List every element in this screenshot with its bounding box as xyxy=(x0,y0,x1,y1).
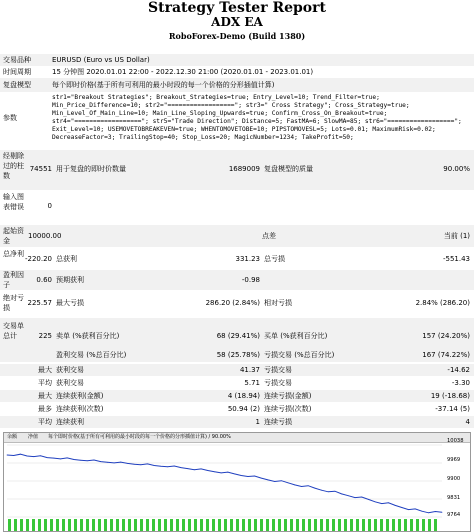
balance-chart-svg xyxy=(4,433,470,531)
largest-prefix: 最大 xyxy=(38,366,52,374)
balance-point xyxy=(154,465,155,466)
balance-point xyxy=(60,459,61,460)
server-name: RoboForex-Demo (Build 1380) xyxy=(168,31,306,41)
volume-bar xyxy=(338,519,341,531)
volume-bar xyxy=(212,519,215,531)
y-tick-label: 9900 xyxy=(447,476,461,482)
profitfactor-value: 0.60 xyxy=(36,276,52,284)
balance-point xyxy=(274,481,275,482)
volume-bar xyxy=(398,519,401,531)
balance-point xyxy=(415,508,416,509)
volume-bar xyxy=(26,519,29,531)
balance-point xyxy=(127,463,128,464)
volume-bar xyxy=(302,519,305,531)
spread-label: 点差 xyxy=(262,232,276,240)
balance-point xyxy=(167,466,168,467)
volume-bar xyxy=(152,519,155,531)
ticks-label: 用于复盘的即时价数量 xyxy=(56,165,126,173)
drawdown-abs-value: 225.57 xyxy=(27,299,52,307)
netprofit-value: -220.20 xyxy=(24,255,52,263)
short-positions-label: 卖单 (%获利百分比) xyxy=(56,332,120,340)
balance-point xyxy=(100,461,101,462)
long-positions-value: 157 (24.20%) xyxy=(422,332,470,340)
max-consec2-win-label: 连续获利(次数) xyxy=(56,405,104,413)
average-win-label: 获利交易 xyxy=(56,379,84,387)
volume-bar xyxy=(188,519,191,531)
volume-bar xyxy=(164,519,167,531)
volume-bar xyxy=(176,519,179,531)
rel-drawdown-label: 相对亏损 xyxy=(264,299,292,307)
volume-bar xyxy=(92,519,95,531)
loss-trades-label: 亏损交易 (%总百分比) xyxy=(264,351,335,359)
balance-point xyxy=(355,497,356,498)
model-value: 每个即时价格(基于所有可利用的最小时段的每一个价格的分形插值计算) xyxy=(52,81,275,89)
volume-bar xyxy=(80,519,83,531)
balance-point xyxy=(361,497,362,498)
balance-point xyxy=(13,455,14,456)
max-consec-win-label: 连续获利(金额) xyxy=(56,392,104,400)
volume-bar xyxy=(320,519,323,531)
balance-point xyxy=(27,456,28,457)
balance-point xyxy=(140,464,141,465)
balance-point xyxy=(288,482,289,483)
volume-bar xyxy=(410,519,413,531)
balance-point xyxy=(47,457,48,458)
volume-bar xyxy=(248,519,251,531)
rel-drawdown-value: 2.84% (286.20) xyxy=(415,299,470,307)
volume-bar xyxy=(356,519,359,531)
volume-bar xyxy=(200,519,203,531)
balance-point xyxy=(301,486,302,487)
volume-bar xyxy=(392,519,395,531)
balance-point xyxy=(161,466,162,467)
profit-trades-label: 盈利交易 (%总百分比) xyxy=(56,351,127,359)
balance-point xyxy=(254,476,255,477)
average-prefix: 平均 xyxy=(38,379,52,387)
drawdown-abs-label: 绝对亏损 xyxy=(3,294,24,312)
bars-value: 74551 xyxy=(29,165,52,173)
balance-point xyxy=(388,502,389,503)
volume-bar xyxy=(344,519,347,531)
largest-win-value: 41.37 xyxy=(239,366,260,374)
expected-payoff-value: -0.98 xyxy=(241,276,260,284)
balance-point xyxy=(335,491,336,492)
errors-value: 0 xyxy=(47,202,52,210)
average-row xyxy=(0,377,474,389)
y-tick-label: 9764 xyxy=(447,512,461,518)
balance-point xyxy=(234,474,235,475)
volume-bar xyxy=(56,519,59,531)
volume-bar xyxy=(332,519,335,531)
balance-point xyxy=(248,476,249,477)
average-win-value: 5.71 xyxy=(244,379,260,387)
volume-bar xyxy=(230,519,233,531)
balance-point xyxy=(268,480,269,481)
balance-point xyxy=(94,460,95,461)
balance-point xyxy=(194,469,195,470)
volume-bar xyxy=(266,519,269,531)
symbol-value: EURUSD (Euro vs US Dollar) xyxy=(52,56,150,64)
volume-bar xyxy=(242,519,245,531)
volume-bar xyxy=(422,519,425,531)
volume-bar xyxy=(290,519,293,531)
balance-point xyxy=(314,488,315,489)
balance-point xyxy=(227,472,228,473)
balance-point xyxy=(207,470,208,471)
volume-bar xyxy=(272,519,275,531)
balance-point xyxy=(107,462,108,463)
largest-row xyxy=(0,364,474,376)
profit-trades-value: 58 (25.78%) xyxy=(216,351,260,359)
volume-bar xyxy=(380,519,383,531)
legend-model: 每个即时价格(基于所有可利用的最小时段的每一个价格的分形插值计算) / 90.00% xyxy=(48,434,231,440)
volume-bar xyxy=(434,519,437,531)
volume-bar xyxy=(8,519,11,531)
volume-bar xyxy=(236,519,239,531)
volume-bar xyxy=(116,519,119,531)
avg-consec-row xyxy=(0,416,474,428)
volume-bar xyxy=(170,519,173,531)
balance-point xyxy=(401,507,402,508)
balance-point xyxy=(281,480,282,481)
errors-row xyxy=(0,192,474,222)
volume-bar xyxy=(374,519,377,531)
profitfactor-label: 盈利因子 xyxy=(3,271,24,289)
expected-payoff-label: 预期获利 xyxy=(56,276,84,284)
gross-profit-value: 331.23 xyxy=(235,255,260,263)
largest-loss-label: 亏损交易 xyxy=(264,366,292,374)
volume-bar xyxy=(206,519,209,531)
max-consec-loss-label: 连续亏损(金额) xyxy=(264,392,312,400)
average-loss-value: -3.30 xyxy=(451,379,470,387)
volume-bar xyxy=(86,519,89,531)
legend-balance: 余额 xyxy=(7,434,18,440)
max-consec-prefix: 最大 xyxy=(38,392,52,400)
balance-point xyxy=(395,505,396,506)
max-consec2-win-value: 50.94 (2) xyxy=(227,405,260,413)
volume-bar xyxy=(122,519,125,531)
balance-point xyxy=(74,459,75,460)
volume-bar xyxy=(296,519,299,531)
volume-bar xyxy=(62,519,65,531)
bars-label: 经剔除过的柱数 xyxy=(3,152,24,180)
spread-value: 当前 (1) xyxy=(443,232,470,240)
largest-win-label: 获利交易 xyxy=(56,366,84,374)
volume-bar xyxy=(134,519,137,531)
volume-bar xyxy=(386,519,389,531)
max-consec-win-value: 4 (18.94) xyxy=(227,392,260,400)
volume-bar xyxy=(74,519,77,531)
balance-point xyxy=(87,460,88,461)
y-tick-label: 10038 xyxy=(447,438,464,444)
balance-point xyxy=(261,478,262,479)
volume-bar xyxy=(194,519,197,531)
volume-bar xyxy=(404,519,407,531)
avg-consec-loss-value: 4 xyxy=(465,418,470,426)
quality-value: 90.00% xyxy=(443,165,470,173)
balance-chart xyxy=(3,432,471,532)
volume-bar xyxy=(218,519,221,531)
report-title: Strategy Tester Report xyxy=(148,0,326,16)
volume-bar xyxy=(326,519,329,531)
balance-point xyxy=(114,462,115,463)
balance-point xyxy=(348,495,349,496)
max-drawdown-label: 最大亏损 xyxy=(56,299,84,307)
balance-point xyxy=(442,512,443,513)
balance-point xyxy=(221,472,222,473)
bars-row xyxy=(0,150,474,190)
params-value: str1="Breakout Strategies"; Breakout_Strategies=true; Entry_Level=10; Trend_Filter=true; Min_Price_Difference=10; str2="=================="; str3=" Cross Strategy"; Cross_Strategy=true; Min_Level_Of_Main_Line=10; Main_Line_Sloping_Upwards=true; Confirm_Cross_On_Breakout=true; str4="=================="; str5="Trade Direction"; Distance=5; FastMA=6; SlowMA=85; str6="=================="; Exit_Level=10; USEMOVETOBREAKEVEN=true; WHENTOMOVETOBE=10; PIPSTOMOVESL=5; Lots=0.01; MaximumRisk=0.02; DecreaseFactor=3; TrailingStop=40; Stop_Loss=20; MagicNumber=1234; TakeProfit=50; xyxy=(52,94,462,141)
largest-loss-value: -14.62 xyxy=(447,366,470,374)
volume-bar xyxy=(110,519,113,531)
trades-label: 交易单总计 xyxy=(3,322,24,340)
volume-bar xyxy=(260,519,263,531)
legend-equity: 净值 xyxy=(28,434,39,440)
balance-point xyxy=(328,491,329,492)
symbol-label: 交易品种 xyxy=(3,56,31,64)
max-drawdown-value: 286.20 (2.84%) xyxy=(205,299,260,307)
balance-point xyxy=(20,454,21,455)
volume-bar xyxy=(314,519,317,531)
ticks-value: 1689009 xyxy=(228,165,260,173)
volume-bar xyxy=(104,519,107,531)
params-label: 参数 xyxy=(3,114,17,122)
avg-consec-win-label: 连续获利 xyxy=(56,418,84,426)
balance-point xyxy=(375,501,376,502)
volume-bar xyxy=(14,519,17,531)
volume-bar xyxy=(368,519,371,531)
win-loss-row xyxy=(0,350,474,362)
netprofit-row xyxy=(0,249,474,269)
drawdown-row xyxy=(0,292,474,314)
volume-bar xyxy=(44,519,47,531)
balance-point xyxy=(201,469,202,470)
volume-bar xyxy=(146,519,149,531)
gross-profit-label: 总获利 xyxy=(56,255,77,263)
loss-trades-value: 167 (74.22%) xyxy=(422,351,470,359)
volume-bar xyxy=(140,519,143,531)
deposit-label: 起始资金 xyxy=(3,227,24,245)
volume-bar xyxy=(224,519,227,531)
deposit-value: 10000.00 xyxy=(28,232,62,240)
avg-consec-win-value: 1 xyxy=(255,418,260,426)
period-label: 时间周期 xyxy=(3,68,31,76)
max-consec-loss-value: 19 (-18.68) xyxy=(430,392,470,400)
errors-label: 输入图表错误 xyxy=(3,193,24,211)
long-positions-label: 买单 (%获利百分比) xyxy=(264,332,328,340)
balance-point xyxy=(308,485,309,486)
balance-point xyxy=(187,468,188,469)
symbol-row xyxy=(0,54,474,66)
short-positions-value: 68 (29.41%) xyxy=(216,332,260,340)
max-consec2-row xyxy=(0,403,474,415)
volume-bar xyxy=(32,519,35,531)
model-label: 复盘模型 xyxy=(3,81,31,89)
volume-bar xyxy=(128,519,131,531)
balance-point xyxy=(181,467,182,468)
balance-point xyxy=(341,493,342,494)
volume-bar xyxy=(98,519,101,531)
average-loss-label: 亏损交易 xyxy=(264,379,292,387)
volume-bar xyxy=(182,519,185,531)
balance-point xyxy=(80,460,81,461)
quality-label: 复盘模型的质量 xyxy=(264,165,313,173)
volume-bar xyxy=(68,519,71,531)
balance-point xyxy=(241,475,242,476)
max-consec-row xyxy=(0,390,474,402)
max-consec2-loss-value: -37.14 (5) xyxy=(435,405,470,413)
model-row xyxy=(0,78,474,92)
balance-point xyxy=(381,503,382,504)
balance-point xyxy=(7,455,8,456)
balance-point xyxy=(214,471,215,472)
volume-bar xyxy=(278,519,281,531)
volume-bar xyxy=(284,519,287,531)
balance-point xyxy=(120,462,121,463)
balance-point xyxy=(321,490,322,491)
balance-point xyxy=(174,466,175,467)
period-value: 15 分钟图 2020.01.01 22:00 - 2022.12.30 21:00 (2020.01.01 - 2023.01.01) xyxy=(52,68,314,76)
volume-bar xyxy=(350,519,353,531)
balance-point xyxy=(435,511,436,512)
max-consec2-prefix: 最多 xyxy=(38,405,52,413)
avg-consec-loss-label: 连续亏损 xyxy=(264,418,292,426)
y-tick-label: 9969 xyxy=(447,457,461,463)
balance-point xyxy=(428,512,429,513)
period-row xyxy=(0,66,474,78)
volume-bar xyxy=(158,519,161,531)
deposit-row xyxy=(0,225,474,247)
balance-point xyxy=(368,499,369,500)
balance-point xyxy=(147,464,148,465)
balance-point xyxy=(408,509,409,510)
max-consec2-loss-label: 连续亏损(次数) xyxy=(264,405,312,413)
volume-bar xyxy=(428,519,431,531)
params-row xyxy=(0,92,474,148)
volume-bar xyxy=(50,519,53,531)
volume-bar xyxy=(254,519,257,531)
balance-point xyxy=(294,485,295,486)
volume-bar xyxy=(38,519,41,531)
balance-point xyxy=(53,458,54,459)
ea-name: ADX EA xyxy=(211,15,263,29)
balance-point xyxy=(134,464,135,465)
avg-consec-prefix: 平均 xyxy=(38,418,52,426)
balance-point xyxy=(67,457,68,458)
volume-bar xyxy=(416,519,419,531)
profitfactor-row xyxy=(0,270,474,290)
netprofit-label: 总净利 xyxy=(3,250,24,258)
trades-value: 225 xyxy=(38,332,52,340)
balance-point xyxy=(40,455,41,456)
volume-bar xyxy=(20,519,23,531)
balance-point xyxy=(422,511,423,512)
volume-bar xyxy=(362,519,365,531)
gross-loss-label: 总亏损 xyxy=(264,255,285,263)
y-tick-label: 9831 xyxy=(447,495,461,501)
balance-point xyxy=(33,456,34,457)
volume-bar xyxy=(308,519,311,531)
gross-loss-value: -551.43 xyxy=(442,255,470,263)
